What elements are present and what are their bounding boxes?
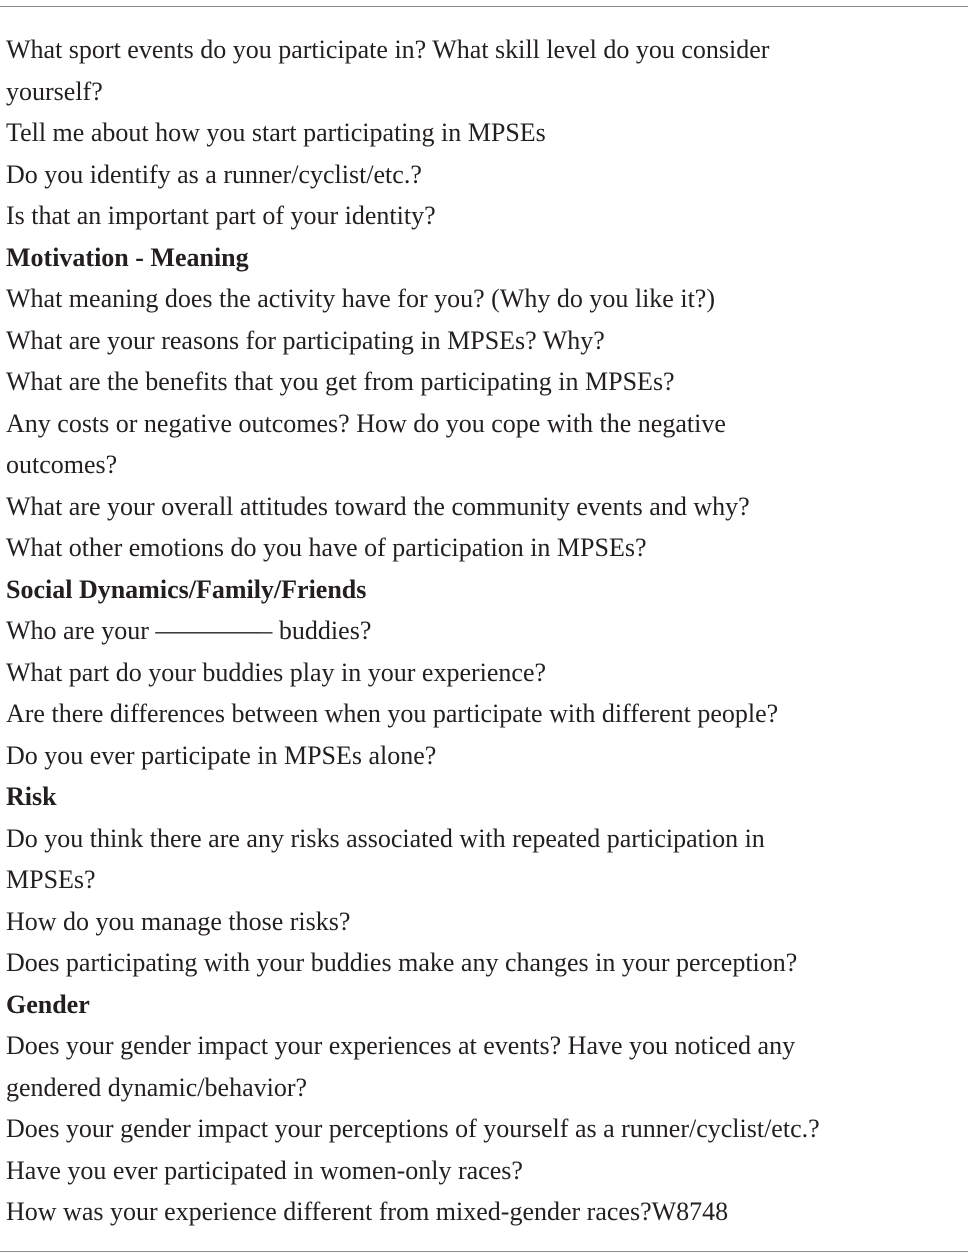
section-heading-gender: Gender	[6, 989, 90, 1019]
question-line: Is that an important part of your identity?	[6, 201, 436, 230]
question-line: yourself?	[6, 76, 103, 106]
question-line: Who are your ————– buddies?	[6, 616, 372, 645]
question-line: Tell me about how you start participating in MPSEs	[6, 118, 546, 147]
question-line: gendered dynamic/behavior?	[6, 1072, 308, 1102]
question-line: Does participating with your buddies make any changes in your perception?	[6, 948, 798, 977]
question-line: Any costs or negative outcomes? How do you cope with the negative	[6, 408, 726, 438]
question-line: How was your experience different from mixed-gender races?W8748	[6, 1197, 729, 1226]
question-line: What other emotions do you have of participation in MPSEs?	[6, 533, 647, 562]
question-line: Do you identify as a runner/cyclist/etc.?	[6, 159, 422, 189]
question-line: outcomes?	[6, 450, 118, 479]
question-line: What are your reasons for participating in MPSEs? Why?	[6, 325, 605, 355]
section-heading-motivation: Motivation - Meaning	[6, 242, 249, 272]
section-heading-risk: Risk	[6, 782, 57, 811]
question-line: What part do your buddies play in your experience?	[6, 657, 547, 687]
question-line: MPSEs?	[6, 865, 96, 894]
question-line: What are the benefits that you get from participating in MPSEs?	[6, 367, 675, 396]
interview-guide	[6, 29, 961, 1233]
question-line: Are there differences between when you participate with different people?	[6, 699, 779, 728]
question-line: Do you ever participate in MPSEs alone?	[6, 740, 437, 770]
question-line: How do you manage those risks?	[6, 906, 351, 936]
section-heading-social: Social Dynamics/Family/Friends	[6, 574, 367, 604]
question-line: Do you think there are any risks associated with repeated participation in	[6, 823, 765, 853]
question-line: What are your overall attitudes toward the community events and why?	[6, 491, 750, 521]
question-line: What sport events do you participate in? What skill level do you consider	[6, 35, 770, 64]
question-line: Does your gender impact your experiences at events? Have you noticed any	[6, 1031, 796, 1060]
table-bottom-rule	[0, 1251, 968, 1252]
table-top-rule	[0, 6, 968, 7]
question-line: What meaning does the activity have for you? (Why do you like it?)	[6, 284, 715, 313]
question-line: Have you ever participated in women-only races?	[6, 1155, 523, 1185]
question-line: Does your gender impact your perceptions of yourself as a runner/cyclist/etc.?	[6, 1114, 820, 1143]
